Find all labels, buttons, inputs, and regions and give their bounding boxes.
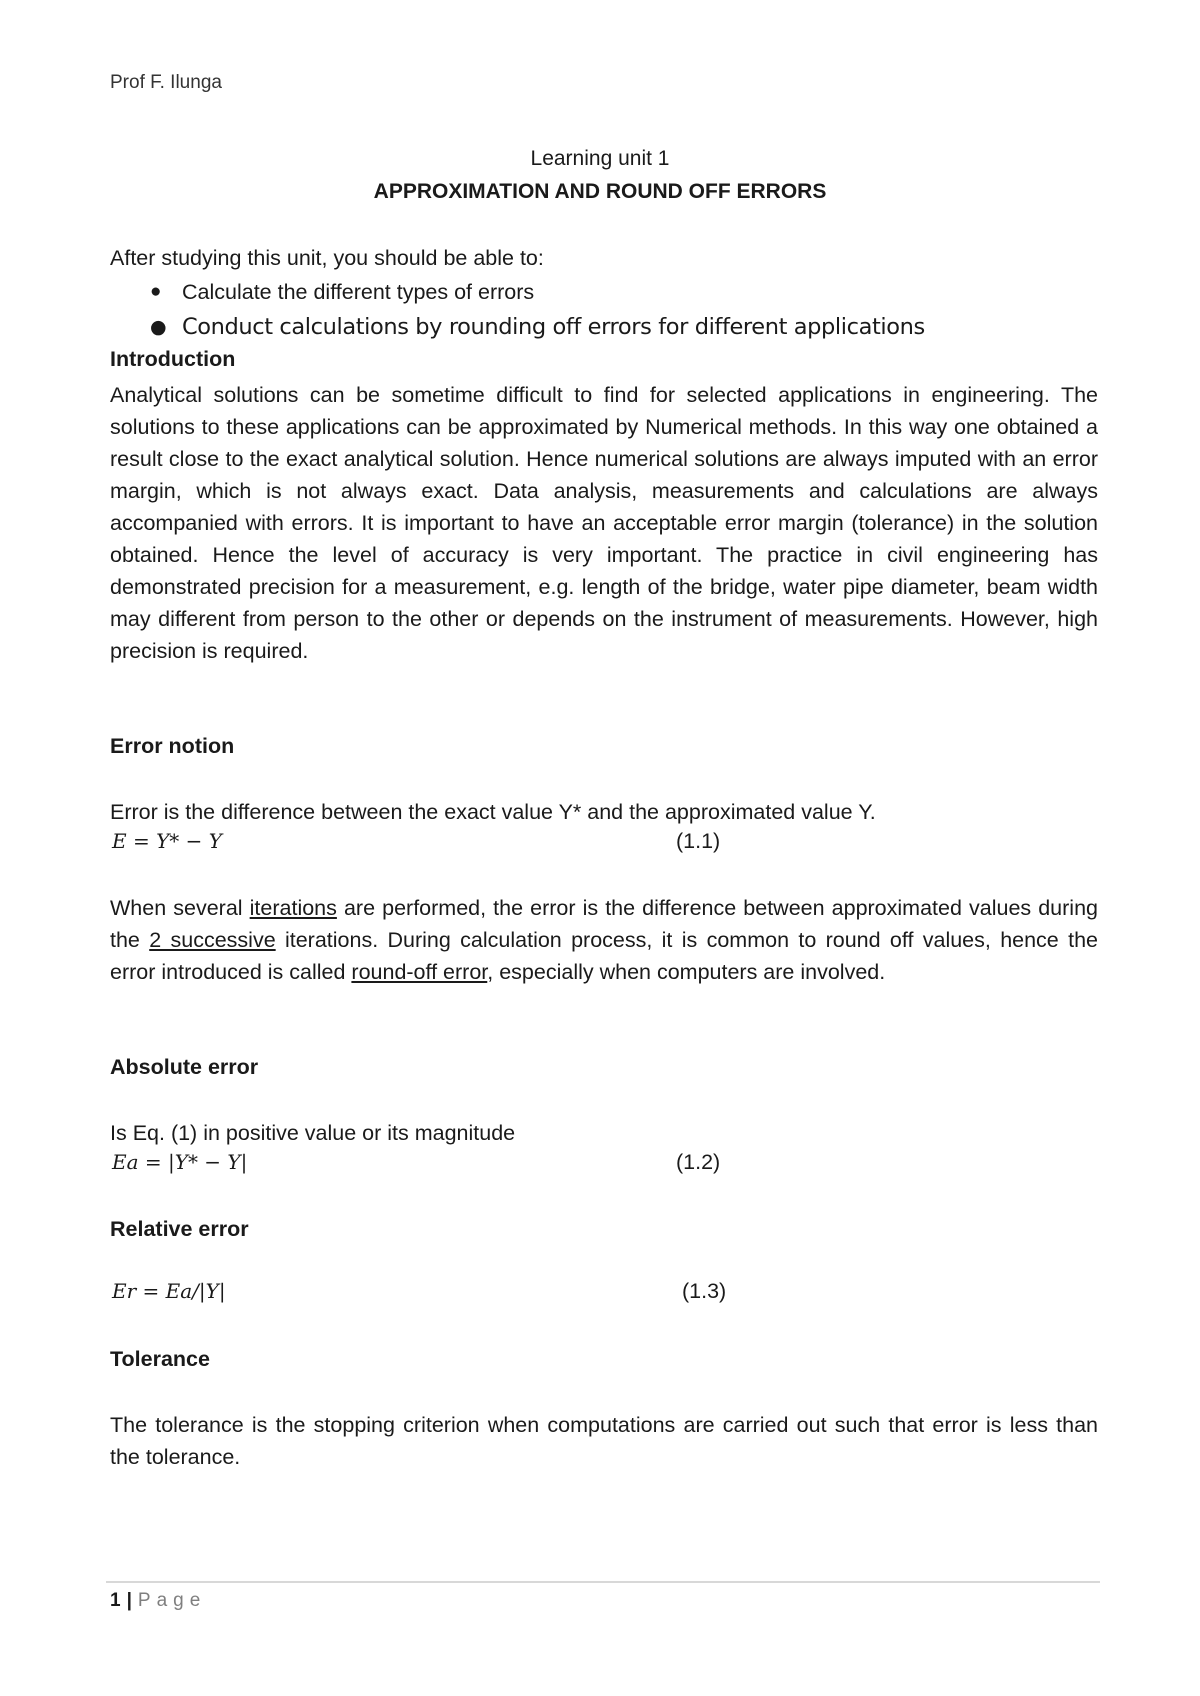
paragraph-text: iterations. During calculation process, it is common to round off values, hence the error introduced is called	[110, 928, 1098, 984]
unit-title: Learning unit 1	[530, 147, 670, 170]
equation-number-1-1: (1.1)	[676, 829, 721, 853]
bullet-icon: ●	[150, 316, 167, 338]
list-item	[110, 310, 925, 344]
objective-text: Calculate the different types of errors	[182, 280, 535, 304]
objective-text: Conduct calculations by rounding off errors for different applications	[182, 314, 925, 340]
objectives-list	[110, 276, 925, 344]
equation-1-1: E = Y* − Y	[112, 829, 222, 853]
header-author: Prof F. Ilunga	[110, 72, 222, 93]
section-heading-relative-error: Relative error	[110, 1217, 249, 1241]
unit-subtitle: APPROXIMATION AND ROUND OFF ERRORS	[373, 180, 827, 203]
paragraph-text: , especially when computers are involved.	[487, 960, 886, 984]
error-definition: Error is the difference between the exact value Y* and the approximated value Y.	[110, 800, 876, 824]
bullet-icon: ●	[150, 281, 162, 302]
equation-1-2: Ea = |Y* − Y|	[112, 1150, 248, 1174]
footer-separator: |	[126, 1590, 132, 1611]
page-footer	[110, 1590, 206, 1612]
paragraph-text: When several	[110, 896, 250, 920]
absolute-error-text: Is Eq. (1) in positive value or its magnitude	[110, 1121, 516, 1145]
list-item	[110, 276, 925, 310]
iterations-paragraph	[110, 892, 1098, 988]
term-successive: 2 successive	[149, 928, 276, 952]
tolerance-paragraph: The tolerance is the stopping criterion when computations are carried out such that error is less than the tolerance.	[110, 1413, 1098, 1469]
footer-divider	[106, 1581, 1100, 1583]
section-heading-absolute-error: Absolute error	[110, 1055, 259, 1079]
paragraph-text: are performed, the error is the difference between approximated values during the	[110, 896, 1098, 952]
equation-number-1-3: (1.3)	[682, 1279, 727, 1303]
section-heading-tolerance: Tolerance	[110, 1347, 210, 1371]
section-heading-error-notion: Error notion	[110, 734, 235, 758]
equation-1-3: Er = Ea/|Y|	[112, 1279, 226, 1303]
term-iterations: iterations	[249, 896, 337, 920]
objectives-intro: After studying this unit, you should be able to:	[110, 246, 544, 270]
introduction-paragraph: Analytical solutions can be sometime difficult to find for selected applications in engineering. The solutions to these applications can be approximated by Numerical methods. In this way one obtained a result close to the exact analytical solution. Hence numerical solutions are always imputed with an error margin, which is not always exact. Data analysis, measurements and calculations are always accompanied with errors. It is important to have an acceptable error margin (tolerance) in the solution obtained. Hence the level of accuracy is very important. The practice in civil engineering has demonstrated precision for a measurement, e.g. length of the bridge, water pipe diameter, beam width may different from person to the other or depends on the instrument of measurements. However, high precision is required.	[110, 383, 1098, 663]
section-heading-introduction: Introduction	[110, 347, 236, 371]
equation-number-1-2: (1.2)	[676, 1150, 721, 1174]
page-number: 1	[110, 1590, 121, 1611]
page-label: Page	[137, 1590, 207, 1611]
term-round-off-error: round-off error	[351, 960, 488, 984]
